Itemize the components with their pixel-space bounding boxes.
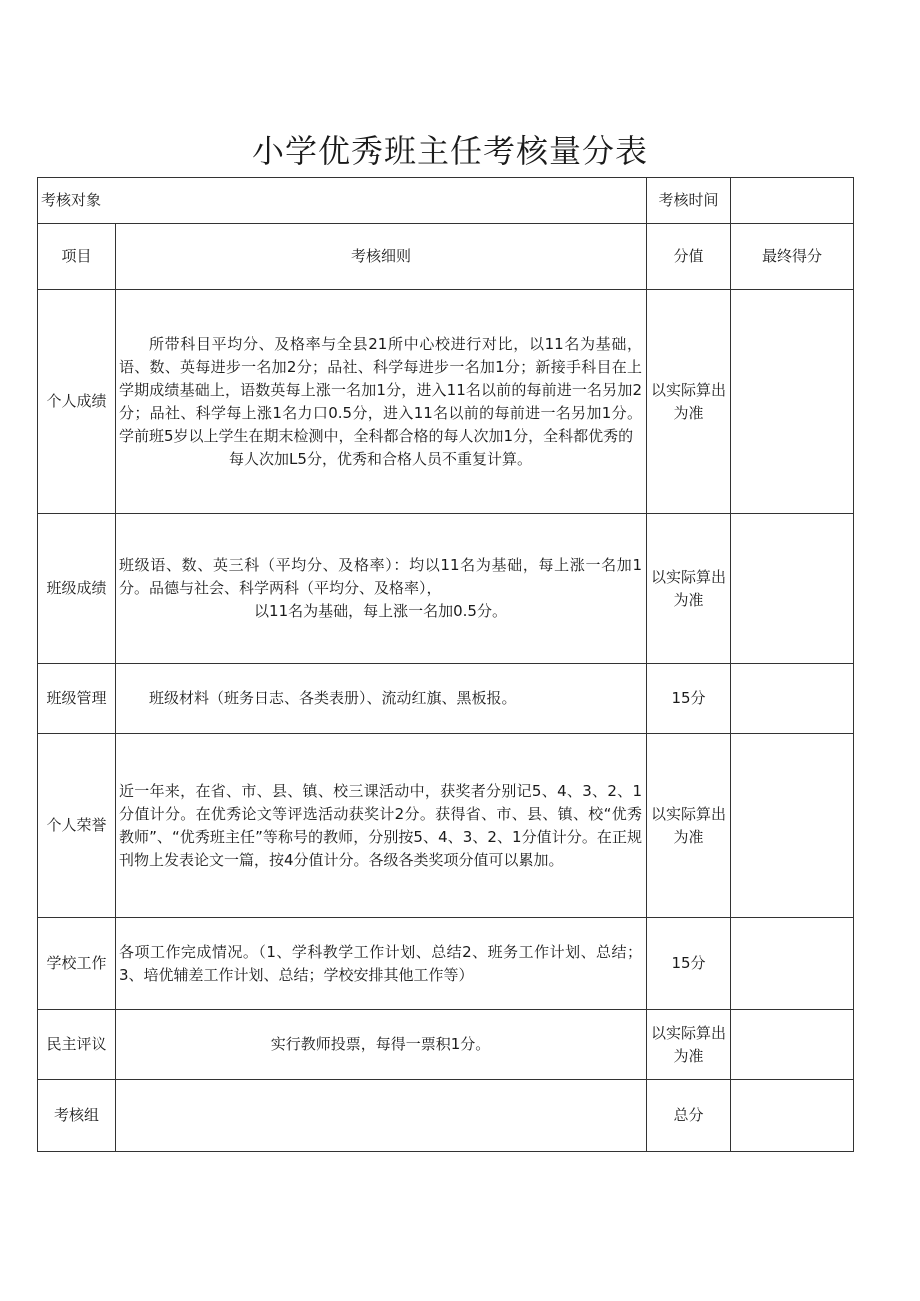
row-detail: [116, 290, 647, 514]
assessment-table: [37, 177, 854, 1152]
col-item: 项目: [38, 224, 116, 290]
row-score: 15分: [647, 918, 731, 1010]
column-header-row: [38, 224, 854, 290]
row-score: 以实际算出为准: [647, 290, 731, 514]
col-score: 分值: [647, 224, 731, 290]
row-final[interactable]: [731, 664, 854, 734]
detail-line: 所带科目平均分、及格率与全县21所中心校进行对比，以11名为基础，语、数、英每进步一名加2分；品社、科学每进步一名加1分；新接手科目在上学期成绩基础上，语数英每上涨一名加1分，进入11名以前的每前进一名另加2分；品社、科学每上涨1名力口0.5分，进入11名以前的每前进一名另加1分。学前班5岁以上学生在期末检测中，全科都合格的每人次加1分，全科都优秀的: [119, 334, 643, 445]
footer-row: [38, 1080, 854, 1152]
row-item: 班级成绩: [38, 514, 116, 664]
row-final[interactable]: [731, 1010, 854, 1080]
detail-line: 班级材料（班务日志、各类表册）、流动红旗、黑板报。: [149, 689, 517, 707]
total-label: 总分: [647, 1080, 731, 1152]
row-final[interactable]: [731, 734, 854, 918]
row-final[interactable]: [731, 514, 854, 664]
row-score: 以实际算出为准: [647, 734, 731, 918]
row-detail: [116, 734, 647, 918]
header-row: [38, 178, 854, 224]
table-row: [38, 514, 854, 664]
row-score: 15分: [647, 664, 731, 734]
table-row: [38, 734, 854, 918]
row-score: 以实际算出为准: [647, 1010, 731, 1080]
group-label: 考核组: [38, 1080, 116, 1152]
row-final[interactable]: [731, 290, 854, 514]
row-detail: [116, 918, 647, 1010]
detail-line: 每人次加L5分，优秀和合格人员不重复计算。: [229, 449, 532, 468]
detail-line: 各项工作完成情况。（1、学科教学工作计划、总结2、班务工作计划、总结；3、培优辅差工作计划、总结；学校安排其他工作等）: [119, 942, 643, 984]
row-detail: [116, 664, 647, 734]
target-label: 考核对象: [38, 178, 647, 224]
table-row: [38, 1010, 854, 1080]
table-row: [38, 664, 854, 734]
total-value-cell[interactable]: [731, 1080, 854, 1152]
detail-line: 实行教师投票，每得一票积1分。: [270, 1035, 491, 1053]
col-detail: 考核细则: [116, 224, 647, 290]
row-detail: [116, 514, 647, 664]
col-final: 最终得分: [731, 224, 854, 290]
group-value-cell[interactable]: [116, 1080, 647, 1152]
page-title: 小学优秀班主任考核量分表: [251, 132, 648, 170]
time-value-cell[interactable]: [731, 178, 854, 224]
row-item: 民主评议: [38, 1010, 116, 1080]
table-row: [38, 290, 854, 514]
time-label: 考核时间: [647, 178, 731, 224]
row-score: 以实际算出为准: [647, 514, 731, 664]
row-item: 个人成绩: [38, 290, 116, 514]
row-detail: [116, 1010, 647, 1080]
row-final[interactable]: [731, 918, 854, 1010]
row-item: 个人荣誉: [38, 734, 116, 918]
row-item: 班级管理: [38, 664, 116, 734]
row-item: 学校工作: [38, 918, 116, 1010]
detail-line: 班级语、数、英三科（平均分、及格率）：均以11名为基础，每上涨一名加1分。品德与社会、科学两科（平均分、及格率），: [119, 556, 643, 597]
detail-line: 近一年来，在省、市、县、镇、校三课活动中，获奖者分别记5、4、3、2、1分值计分。在优秀论文等评选活动获奖计2分。获得省、市、县、镇、校“优秀教师”、“优秀班主任”等称号的教师，分别按5、4、3、2、1分值计分。在正规刊物上发表论文一篇，按4分值计分。各级各类奖项分值可以累加。: [119, 781, 643, 869]
table-row: [38, 918, 854, 1010]
detail-line: 以11名为基础，每上涨一名加0.5分。: [254, 602, 507, 620]
